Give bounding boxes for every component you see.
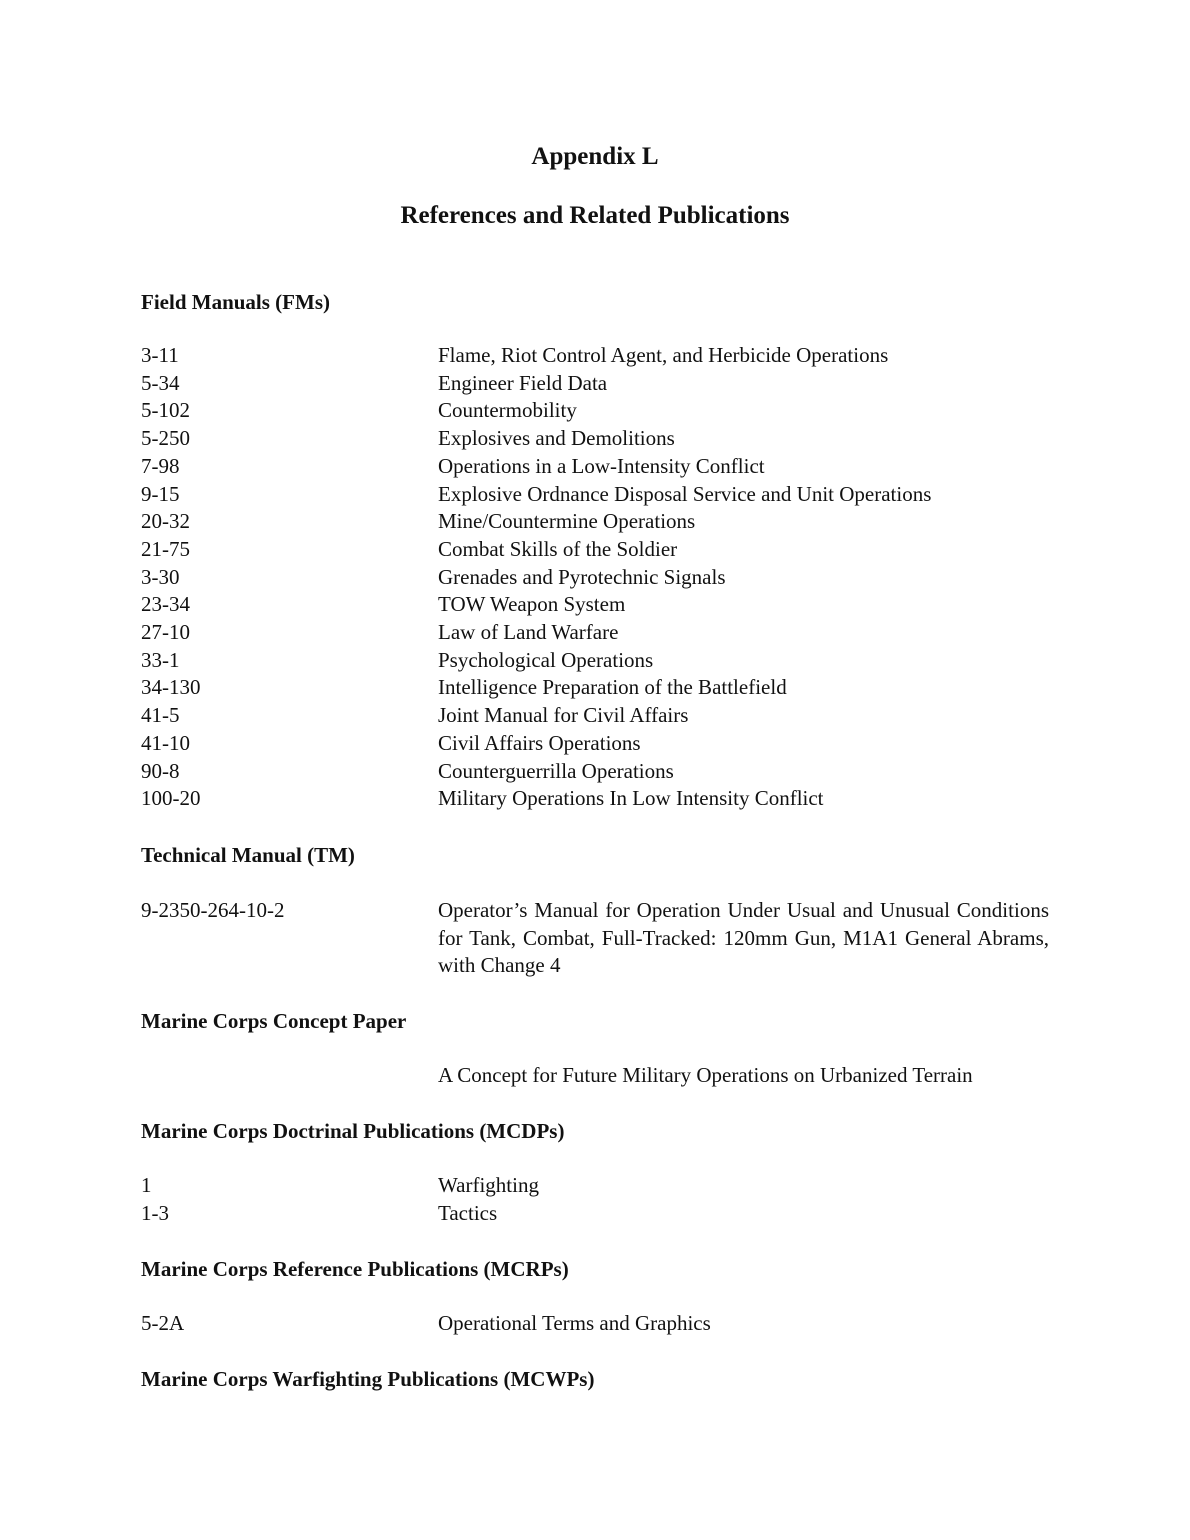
- reference-number: 100-20: [141, 786, 201, 811]
- reference-title: Law of Land Warfare: [438, 620, 619, 644]
- reference-title: A Concept for Future Military Operations on Urbanized Terrain: [438, 1063, 973, 1087]
- reference-number: 41-5: [141, 703, 180, 728]
- reference-number: 9-2350-264-10-2: [141, 898, 285, 922]
- section-heading-mcrp: Marine Corps Reference Publications (MCRPs): [141, 1257, 569, 1281]
- reference-title: Explosive Ordnance Disposal Service and Unit Operations: [438, 481, 932, 506]
- reference-number: 21-75: [141, 536, 190, 561]
- reference-number: 5-34: [141, 370, 180, 395]
- reference-number: 34-130: [141, 675, 201, 700]
- page-title: References and Related Publications: [400, 202, 790, 229]
- reference-number: 1-3: [141, 1200, 169, 1225]
- reference-number: 9-15: [141, 481, 180, 506]
- reference-title: Countermobility: [438, 398, 577, 423]
- section-heading-mcwp: Marine Corps Warfighting Publications (MCWPs): [141, 1367, 595, 1391]
- reference-title: Warfighting: [438, 1173, 539, 1197]
- reference-title: Operator’s Manual for Operation Under Usual and Unusual Conditions for Tank, Combat, Full-Tracked: 120mm Gun, M1A1 General Abrams, with Change 4: [438, 898, 1049, 978]
- reference-title: Psychological Operations: [438, 647, 654, 672]
- section-heading-concept-paper: Marine Corps Concept Paper: [141, 1009, 407, 1033]
- reference-number: 27-10: [141, 620, 190, 644]
- reference-title: Engineer Field Data: [438, 370, 608, 395]
- reference-title: Flame, Riot Control Agent, and Herbicide Operations: [438, 343, 889, 367]
- reference-title: Explosives and Demolitions: [438, 426, 675, 451]
- reference-number: 5-2A: [141, 1311, 185, 1335]
- reference-title: TOW Weapon System: [438, 592, 626, 617]
- reference-title: Counterguerrilla Operations: [438, 758, 674, 783]
- reference-title: Military Operations In Low Intensity Conflict: [438, 786, 824, 811]
- reference-title: Operations in a Low-Intensity Conflict: [438, 453, 765, 478]
- reference-number: 5-102: [141, 398, 190, 423]
- reference-number: 7-98: [141, 453, 180, 478]
- section-heading-field-manuals: Field Manuals (FMs): [141, 290, 330, 314]
- reference-title: Joint Manual for Civil Affairs: [438, 703, 689, 728]
- reference-number: 23-34: [141, 592, 190, 617]
- reference-title: Mine/Countermine Operations: [438, 509, 696, 534]
- reference-title: Combat Skills of the Soldier: [438, 536, 678, 561]
- reference-title: Operational Terms and Graphics: [438, 1311, 711, 1335]
- reference-title: Intelligence Preparation of the Battlefield: [438, 675, 787, 700]
- section-heading-mcdp: Marine Corps Doctrinal Publications (MCDPs): [141, 1119, 565, 1143]
- reference-number: 41-10: [141, 730, 190, 755]
- reference-number: 20-32: [141, 509, 190, 534]
- reference-number: 33-1: [141, 647, 180, 672]
- reference-title: Civil Affairs Operations: [438, 730, 641, 755]
- section-heading-technical-manual: Technical Manual (TM): [141, 843, 355, 867]
- reference-title: Tactics: [438, 1200, 498, 1225]
- reference-number: 5-250: [141, 426, 190, 451]
- appendix-title: Appendix L: [531, 143, 659, 170]
- reference-number: 1: [141, 1173, 152, 1197]
- reference-number: 3-30: [141, 564, 180, 589]
- reference-number: 3-11: [141, 343, 179, 367]
- reference-title: Grenades and Pyrotechnic Signals: [438, 564, 726, 589]
- reference-number: 90-8: [141, 758, 180, 783]
